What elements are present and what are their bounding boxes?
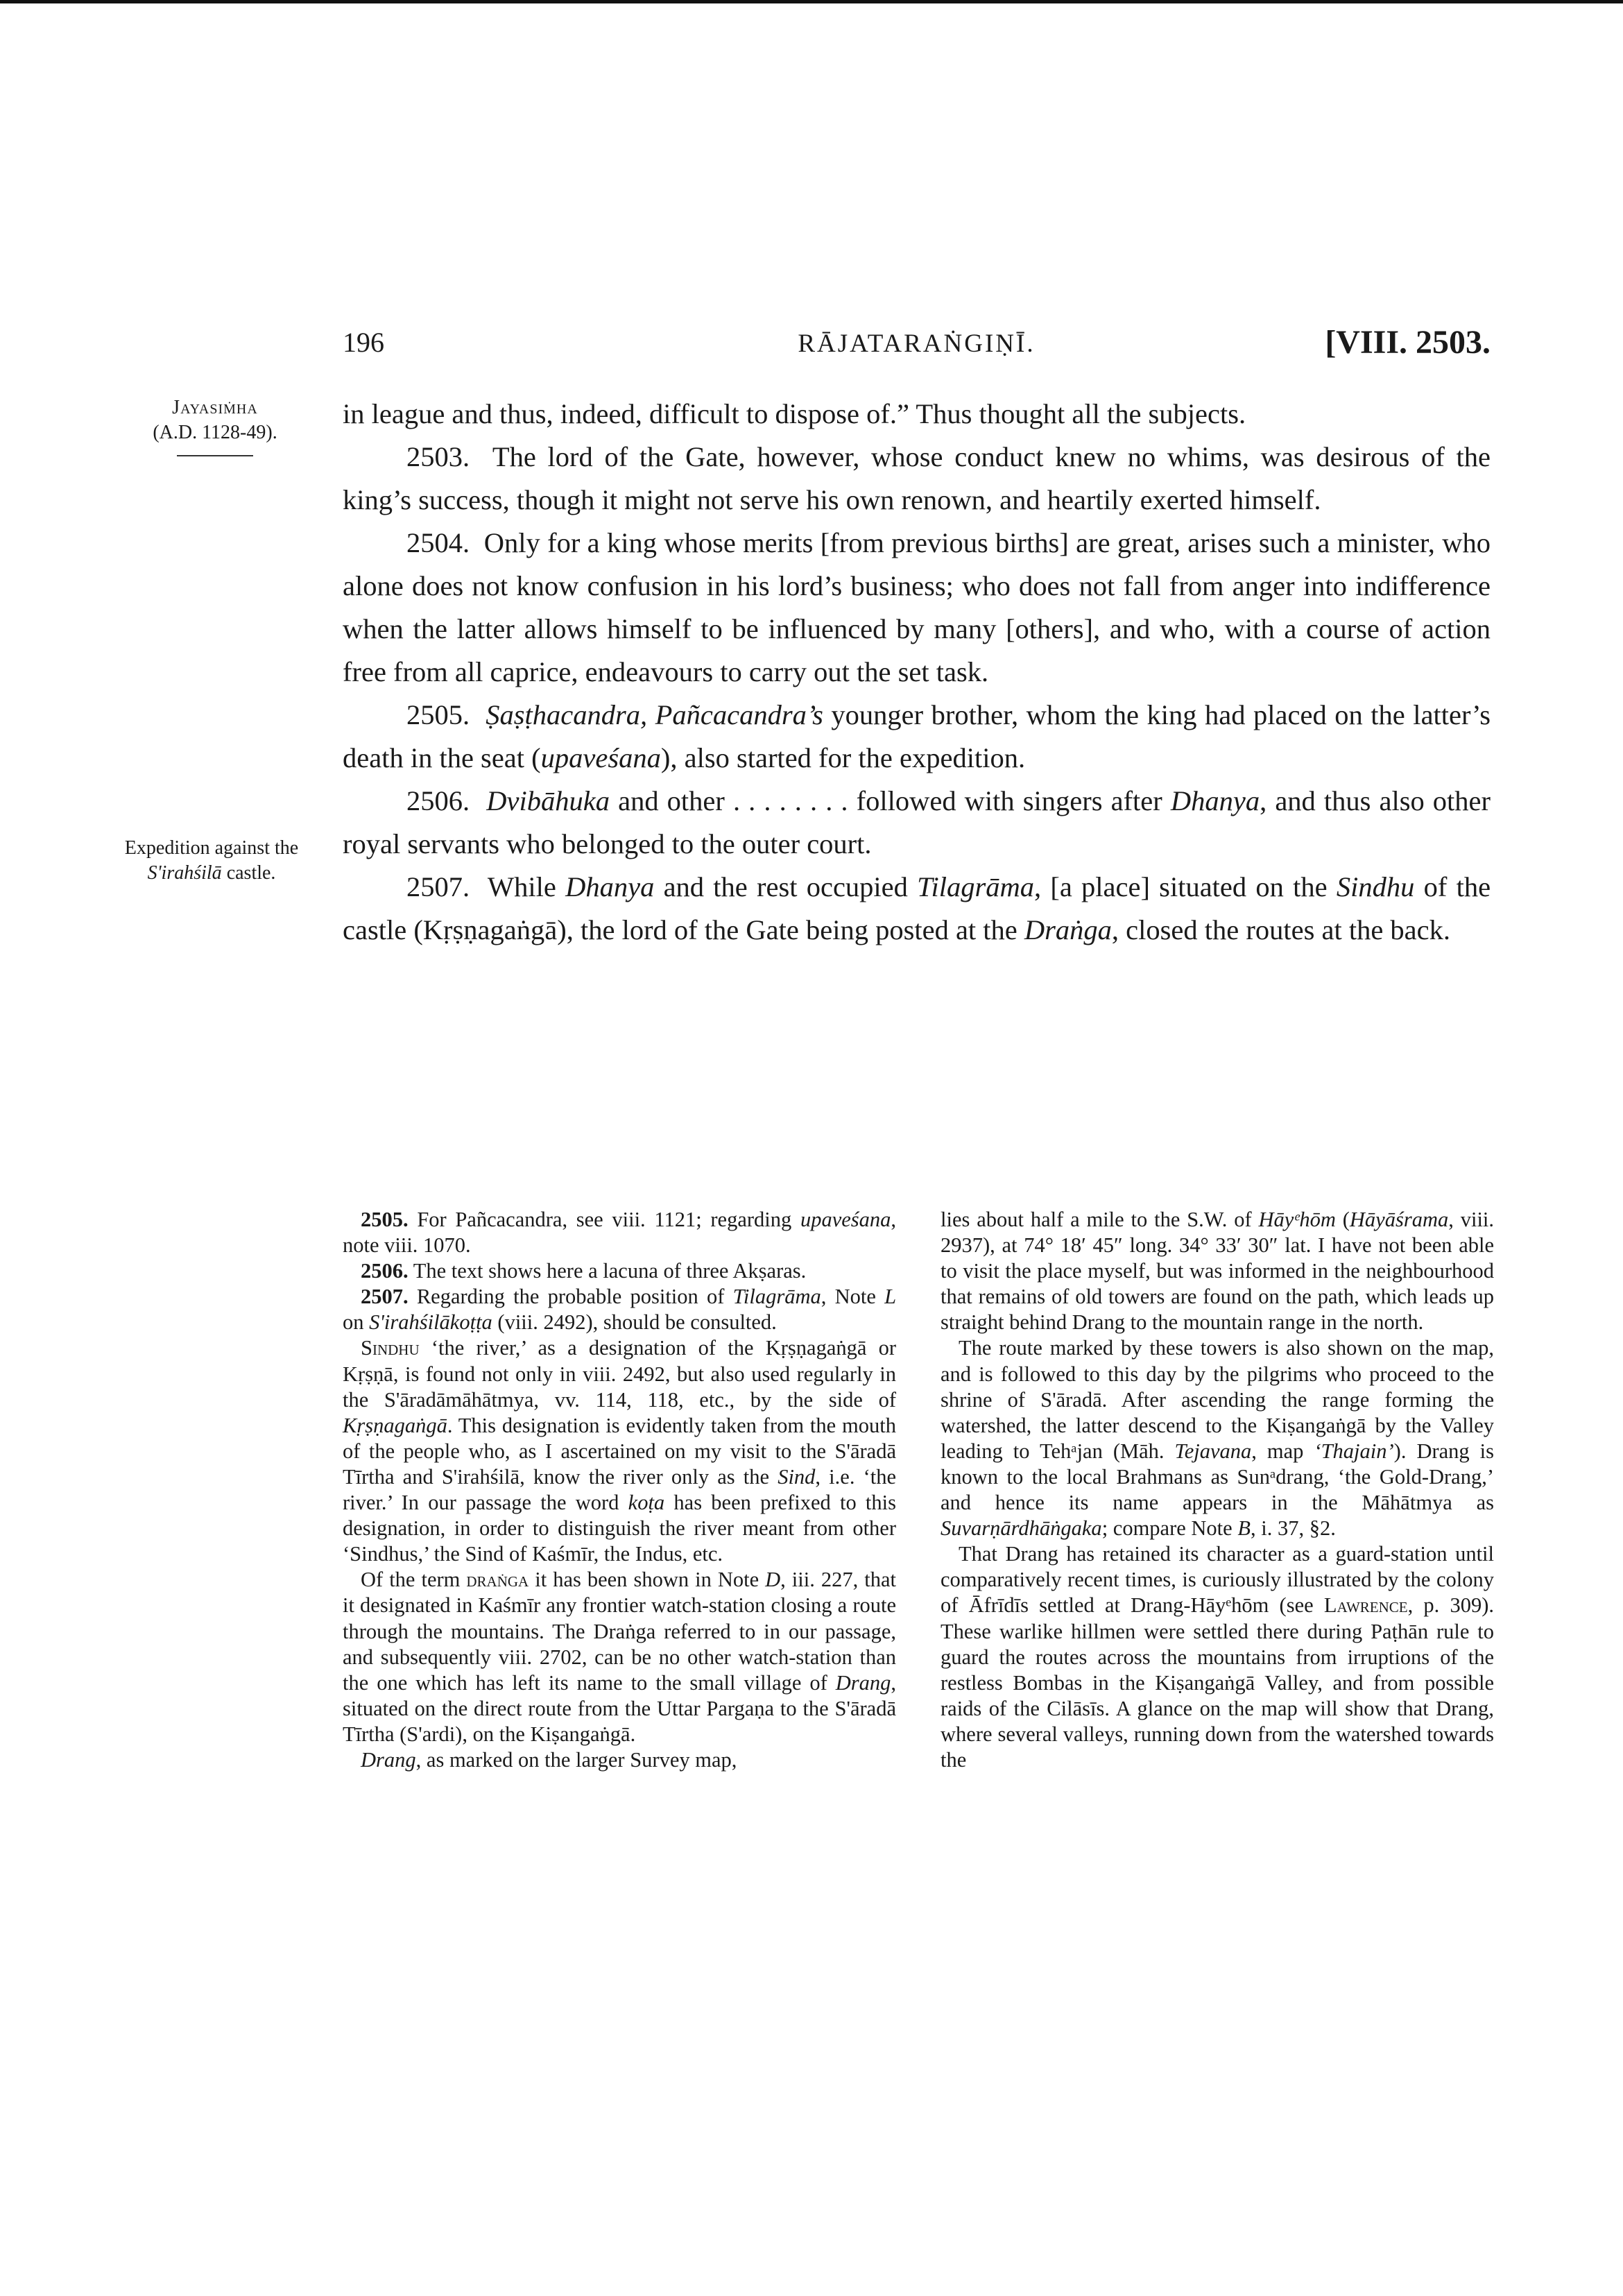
top-border-rule — [0, 0, 1623, 3]
section-reference: [VIII. 2503. — [1325, 324, 1491, 361]
person-names: Ṣaṣṭhacandra, Pañcacandra’s — [486, 699, 823, 730]
verse-2503 — [343, 436, 1491, 522]
verse-number: 2504. — [406, 527, 470, 558]
running-title: RĀJATARAṄGIṆĪ. — [798, 329, 1036, 358]
note-2505: 2505. For Pañcacandra, see viii. 1121; regarding upaveśana, note viii. 1070. — [343, 1208, 897, 1258]
running-header — [343, 326, 1491, 370]
note-2507: 2507. Regarding the probable position of Tilagrāma, Note L on S'irahśilākoṭṭa (viii. 2492), should be consulted. — [343, 1285, 897, 1335]
author-lawrence: Lawrence — [1323, 1593, 1408, 1618]
expedition-note-castle-name: S'irahśilā — [147, 862, 222, 884]
place-name: Draṅga — [1024, 914, 1112, 945]
note-number: 2505. — [361, 1208, 409, 1231]
expedition-note-line1: Expedition against the — [124, 837, 299, 859]
verse-number: 2503. — [406, 441, 470, 472]
reign-dates: (A.D. 1128-49). — [153, 422, 277, 443]
verse-2502-end: in league and thus, indeed, difficult to dispose of.” Thus thought all the subjects. — [343, 398, 1246, 429]
verse-2505: 2505. Ṣaṣṭhacandra, Pañcacandra’s younger brother, whom the king had placed on the latter’s death in the seat (upaveśana), also started for the expedition. — [343, 699, 1491, 773]
expedition-note-line2 — [87, 861, 336, 886]
note-guard-station: That Drang has retained its character as a guard-station until comparatively recent times, is curiously illustrated by the colony of Āfrīdīs settled at Drang-Hāyᵉhōm (see Lawrence, p. 309). These warlike hillmen were settled there during Paṭhān rule to guard the routes across the mountains from irruptions of the restless Bombas in the Kiṣangaṅgā Valley, and from possible raids of the Cilāsīs. A glance on the map will show that Drang, where several valleys, running down from the watershed towards the — [941, 1542, 1495, 1772]
verse-2504 — [343, 522, 1491, 694]
expedition-note-castle-word: castle. — [226, 862, 276, 884]
note-dranga: Of the term draṅga it has been shown in Note D, iii. 227, that it designated in Kaśmīr any frontier watch-station closing a route through the mountains. The Draṅga referred to in our passage, and subsequently viii. 2702, can be no other watch-station than the one which has left its name to the small village of Drang, situated on the direct route from the Uttar Pargaṇa to the S'āradā Tīrtha (S'ardi), on the Kiṣangaṅgā. — [343, 1568, 896, 1746]
term-upavesana: upaveśana — [540, 742, 661, 773]
margin-note-reign — [111, 395, 319, 456]
main-text — [343, 393, 1491, 952]
verse-2506: 2506. Dvibāhuka and other . . . . . . . . followed with singers after Dhanya, and thus also other royal servants who belonged to the outer court. — [343, 785, 1491, 859]
note-number: 2507. — [361, 1285, 409, 1309]
verse-number: 2505. — [406, 699, 470, 730]
place-name: Tilagrāma — [917, 871, 1034, 902]
verse-text: Only for a king whose merits [from previous births] are great, arises such a minister, who alone does not know confusion in his lord’s business; who does not fall from anger into indifference when the latter allows himself to be influenced by many [others], and who, with a course of action free from all caprice, endeavours to carry out the set task. — [343, 527, 1491, 687]
note-2506: 2506. The text shows here a lacuna of three Akṣaras. — [361, 1259, 807, 1283]
margin-note-expedition — [87, 836, 336, 886]
margin-note-rule — [177, 455, 253, 456]
verse-number: 2506. — [406, 785, 470, 816]
verse-2507: 2507. While Dhanya and the rest occupied Tilagrāma, [a place] situated on the Sindhu of the castle (Kṛṣṇagaṅgā), the lord of the Gate being posted at the Draṅga, closed the routes at the back. — [343, 871, 1491, 945]
note-drang-location: lies about half a mile to the S.W. of Hāyᵉhōm (Hāyāśrama, viii. 2937), at 74° 18′ 45″ long. 34° 33′ 30″ lat. I have not been able to visit the place myself, but was informed in the neighbourhood that remains of old towers are found on the path, which leads up straight behind Drang to the mountain range in the north. — [941, 1208, 1495, 1335]
note-sindhu: Sindhu ‘the river,’ as a designation of the Kṛṣṇagaṅgā or Kṛṣṇā, is found not only in viii. 2492, but also used regularly in the S'āradāmāhātmya, vv. 114, 118, etc., by the side of Kṛṣṇagaṅgā. This designation is evidently taken from the mouth of the people who, as I ascertained on my visit to the S'āradā Tīrtha and S'irahśilā, know the river only as the Sind, i.e. ‘the river.’ In our passage the word koṭa has been prefixed to this designation, in order to distinguish the river meant from other ‘Sindhus,’ the Sind of Kaśmīr, the Indus, etc. — [343, 1336, 897, 1566]
place-name: Sindhu — [1336, 871, 1415, 902]
headword-dranga: draṅga — [466, 1568, 529, 1592]
person-name: Dvibāhuka — [486, 785, 610, 816]
notes-right-column — [941, 1207, 1494, 1773]
note-number: 2506. — [361, 1259, 409, 1283]
person-name: Dhanya — [1170, 785, 1260, 816]
note-route: The route marked by these towers is also shown on the map, and is followed to this day by the pilgrims who proceed to the shrine of S'āradā. After ascending the range forming the watershed, the latter descend to the Kiṣangaṅgā by the Valley leading to Tehᵃjan (Māh. Tejavana, map ‘Thajain’). Drang is known to the local Brahmans as Sunᵃdrang, ‘the Gold-Drang,’ and hence its name appears in the Māhātmya as Suvarṇārdhāṅgaka; compare Note B, i. 37, §2. — [941, 1336, 1495, 1541]
verse-number: 2507. — [406, 871, 470, 902]
page-number: 196 — [343, 327, 384, 358]
note-drang: Drang, as marked on the larger Survey map, — [361, 1747, 737, 1772]
person-name: Dhanya — [565, 871, 655, 902]
verse-text: The lord of the Gate, however, whose conduct knew no whims, was desirous of the king’s success, though it might not serve his own renown, and heartily exerted himself. — [343, 441, 1491, 515]
reign-name: Jayasiṁha — [172, 397, 258, 418]
notes-left-column — [343, 1207, 896, 1773]
headword-sindhu: Sindhu — [361, 1336, 420, 1360]
